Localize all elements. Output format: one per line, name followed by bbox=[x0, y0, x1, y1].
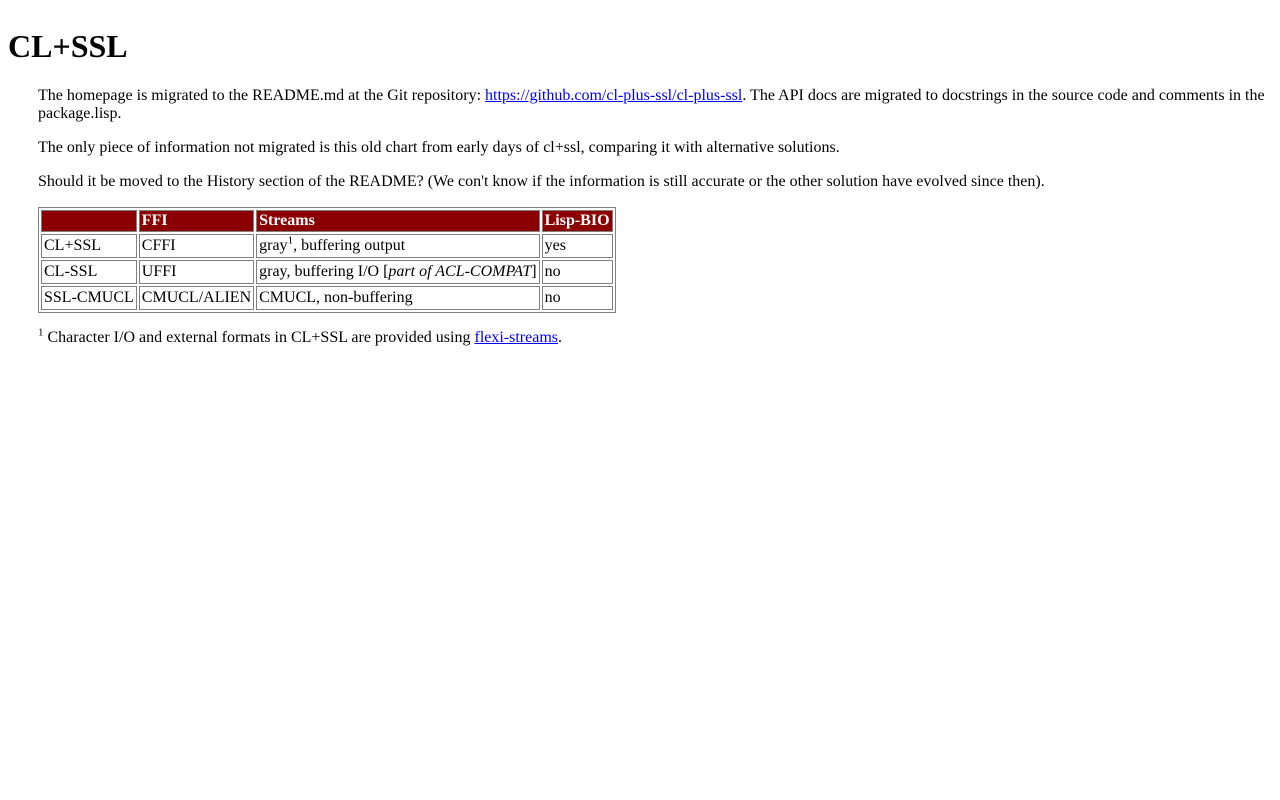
cell-lisp-bio: no bbox=[542, 286, 613, 310]
page-title: CL+SSL bbox=[8, 28, 128, 64]
streams-text: CMUCL, non-buffering bbox=[259, 289, 413, 306]
github-repo-link[interactable]: https://github.com/cl-plus-ssl/cl-plus-ssl bbox=[485, 87, 743, 104]
footnote-text: Character I/O and external formats in CL+SSL are provided using bbox=[43, 329, 475, 346]
main-content bbox=[38, 87, 1270, 363]
header-ffi: FFI bbox=[139, 210, 254, 232]
streams-text-rest: , buffering output bbox=[293, 237, 406, 254]
footnote bbox=[38, 326, 1270, 347]
streams-text-end: ] bbox=[531, 263, 537, 280]
header-lisp-bio: Lisp-BIO bbox=[542, 210, 613, 232]
cell-ffi: CMUCL/ALIEN bbox=[139, 286, 254, 310]
intro-paragraph bbox=[38, 87, 1270, 123]
table-row bbox=[41, 286, 613, 310]
table-row bbox=[41, 260, 613, 284]
intro-text-after: . The API docs are migrated to docstrings in the source code and comments in the package.lisp. bbox=[38, 87, 1265, 122]
streams-text: gray bbox=[259, 237, 288, 254]
comparison-table bbox=[38, 207, 616, 313]
streams-text: gray, buffering I/O [ bbox=[259, 263, 389, 280]
cell-name: CL-SSL bbox=[41, 260, 137, 284]
footnote-text-end: . bbox=[558, 329, 563, 346]
cell-name: CL+SSL bbox=[41, 234, 137, 258]
footnote-ref: 1 bbox=[287, 234, 294, 247]
header-blank bbox=[41, 210, 137, 232]
cell-streams bbox=[256, 260, 539, 284]
cell-ffi: CFFI bbox=[139, 234, 254, 258]
cell-name: SSL-CMUCL bbox=[41, 286, 137, 310]
chart-info-paragraph: The only piece of information not migrated is this old chart from early days of cl+ssl, comparing it with alternative solutions. bbox=[38, 139, 840, 156]
cell-ffi: UFFI bbox=[139, 260, 254, 284]
readme-question-paragraph: Should it be moved to the History section of the README? (We con't know if the information is still accurate or the other solution have evolved since then). bbox=[38, 173, 1045, 190]
cell-lisp-bio: no bbox=[542, 260, 613, 284]
header-streams: Streams bbox=[256, 210, 539, 232]
table-row bbox=[41, 234, 613, 258]
cell-streams bbox=[256, 234, 539, 258]
cell-streams bbox=[256, 286, 539, 310]
table-header-row bbox=[41, 210, 613, 232]
footnote-marker: 1 bbox=[38, 326, 44, 339]
intro-text: The homepage is migrated to the README.md at the Git repository: bbox=[38, 87, 486, 104]
flexi-streams-link[interactable]: flexi-streams bbox=[474, 329, 559, 346]
streams-italic: part of ACL-COMPAT bbox=[388, 263, 532, 280]
cell-lisp-bio: yes bbox=[542, 234, 613, 258]
